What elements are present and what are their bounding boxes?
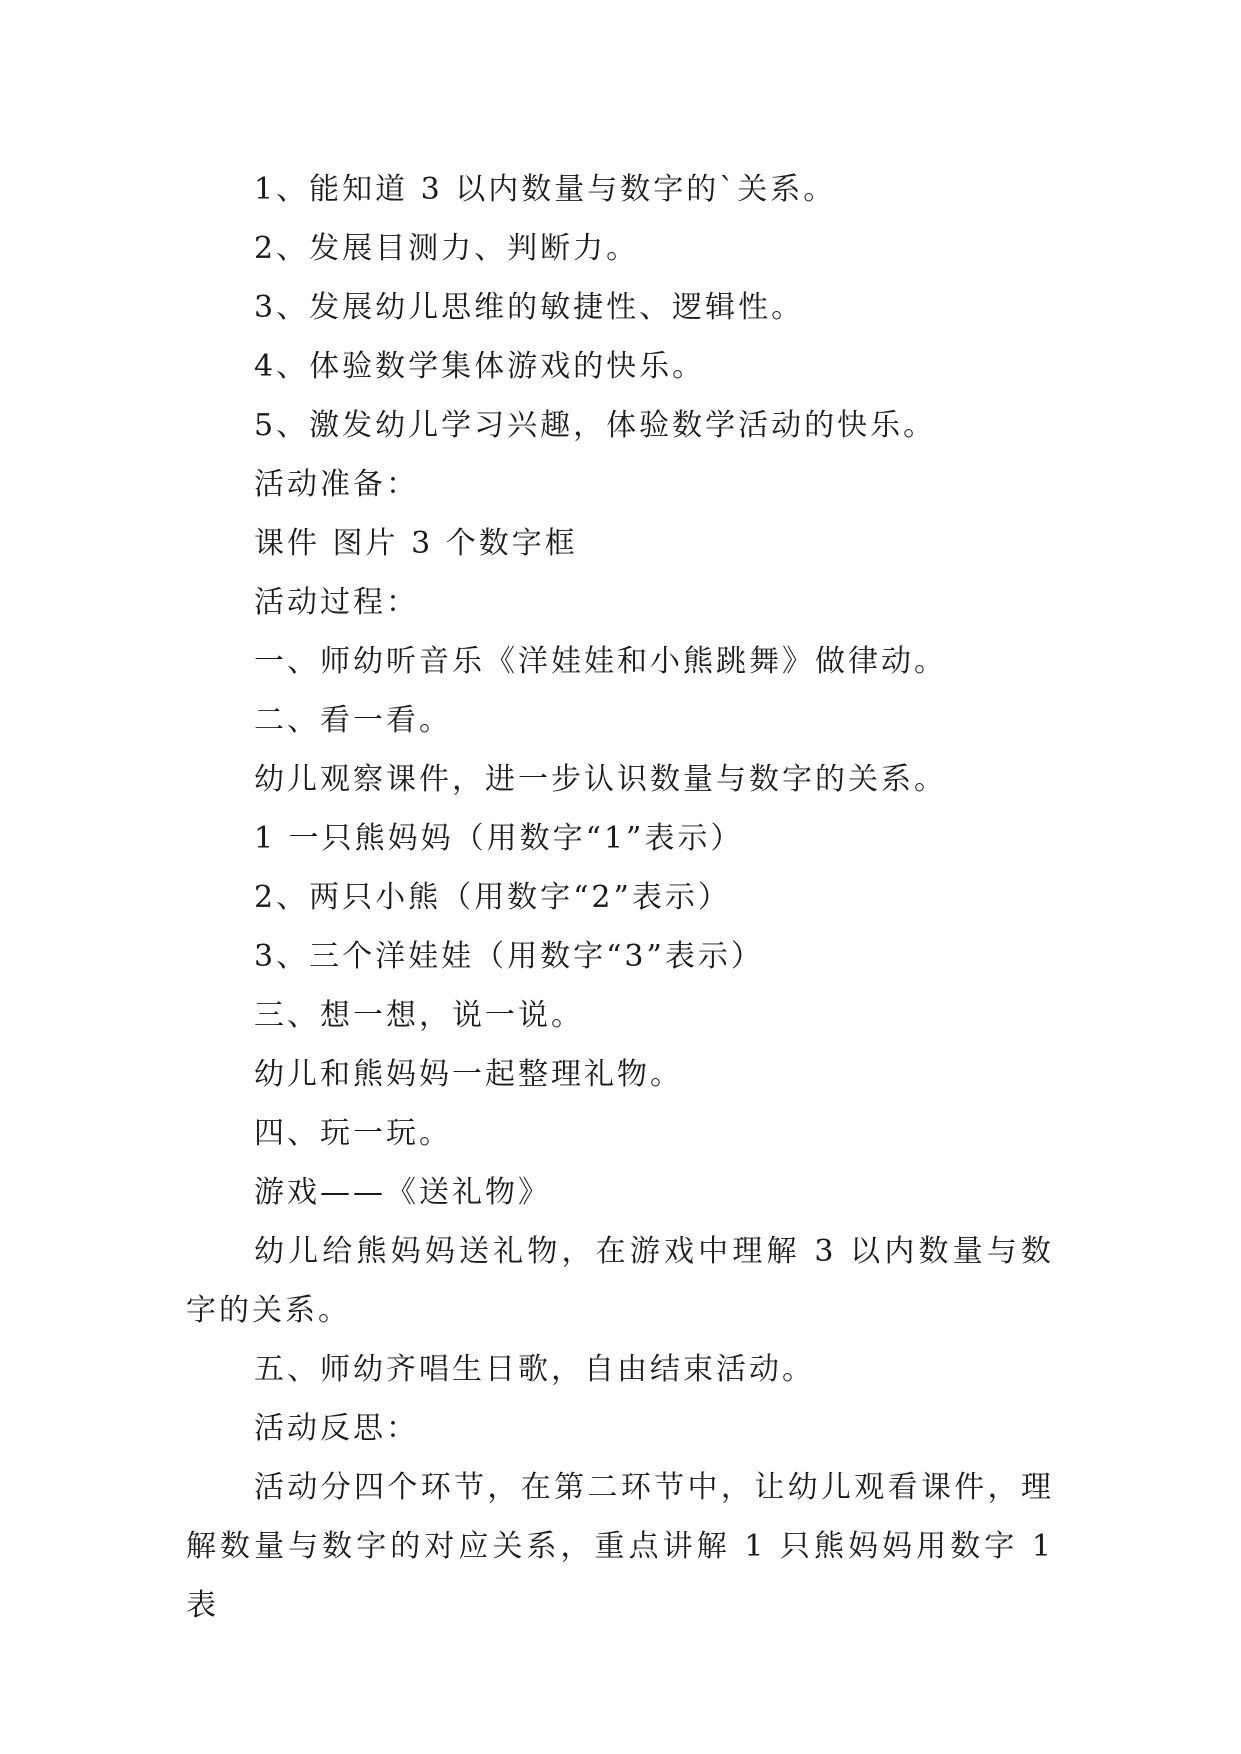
game-paragraph: 幼儿给熊妈妈送礼物，在游戏中理解 3 以内数量与数字的关系。 bbox=[186, 1234, 1054, 1328]
goal-4: 4、体验数学集体游戏的快乐。 bbox=[254, 349, 706, 384]
reflection-paragraph: 活动分四个环节，在第二环节中，让幼儿观看课件，理解数量与数字的对应关系，重点讲解 1 只熊妈妈用数字 1 表 bbox=[186, 1470, 1054, 1623]
goal-2: 2、发展目测力、判断力。 bbox=[254, 231, 640, 266]
preparation-materials: 课件 图片 3 个数字框 bbox=[254, 526, 578, 561]
step-one: 一、师幼听音乐《洋娃娃和小熊跳舞》做律动。 bbox=[254, 644, 947, 679]
game-title: 游戏——《送礼物》 bbox=[254, 1175, 551, 1210]
goal-1: 1、能知道 3 以内数量与数字的`关系。 bbox=[254, 172, 837, 207]
step-two: 二、看一看。 bbox=[254, 703, 452, 738]
step-four: 四、玩一玩。 bbox=[254, 1116, 452, 1151]
step-two-description: 幼儿观察课件，进一步认识数量与数字的关系。 bbox=[254, 762, 947, 797]
step-three-description: 幼儿和熊妈妈一起整理礼物。 bbox=[254, 1057, 683, 1092]
document-page bbox=[186, 160, 1054, 1635]
goal-5: 5、激发幼儿学习兴趣，体验数学活动的快乐。 bbox=[254, 408, 937, 443]
preparation-heading: 活动准备： bbox=[254, 467, 419, 502]
reflection-heading: 活动反思： bbox=[254, 1411, 419, 1446]
item-bear-mother: 1 一只熊妈妈（用数字“1”表示） bbox=[254, 821, 744, 856]
item-three-dolls: 3、三个洋娃娃（用数字“3”表示） bbox=[254, 939, 764, 974]
process-heading: 活动过程： bbox=[254, 585, 419, 620]
step-three: 三、想一想，说一说。 bbox=[254, 998, 584, 1033]
goal-3: 3、发展幼儿思维的敏捷性、逻辑性。 bbox=[254, 290, 805, 325]
step-five: 五、师幼齐唱生日歌，自由结束活动。 bbox=[254, 1352, 815, 1387]
item-two-bears: 2、两只小熊（用数字“2”表示） bbox=[254, 880, 731, 915]
